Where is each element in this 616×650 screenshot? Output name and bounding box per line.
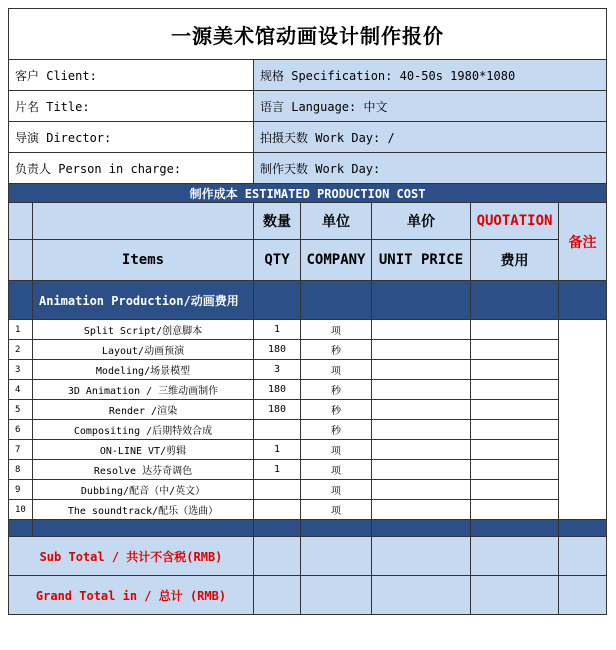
subtotal-remark[interactable]: [559, 537, 607, 576]
subtotal-row: [9, 537, 607, 576]
end-band-cell: [33, 520, 254, 537]
title-field[interactable]: 片名 Title:: [9, 91, 254, 122]
row-unit[interactable]: 秒: [301, 340, 372, 360]
header-unit-cn: 单位: [301, 203, 372, 240]
header-company: COMPANY: [301, 240, 372, 281]
specification-field[interactable]: 规格 Specification: 40-50s 1980*1080: [254, 60, 607, 91]
section-title: Animation Production/动画费用: [33, 281, 254, 320]
production-workday-field[interactable]: 制作天数 Work Day:: [254, 153, 607, 184]
row-unit[interactable]: 项: [301, 320, 372, 340]
row-item[interactable]: Dubbing/配音（中/英文）: [33, 480, 254, 500]
cost-band-header: 制作成本 ESTIMATED PRODUCTION COST: [9, 184, 607, 203]
table-row: [9, 400, 607, 420]
row-qty[interactable]: 1: [254, 320, 301, 340]
table-row: [9, 380, 607, 400]
subtotal-unit-price[interactable]: [372, 537, 471, 576]
row-unit-price[interactable]: [372, 320, 471, 340]
header-unit-price: UNIT PRICE: [372, 240, 471, 281]
row-unit[interactable]: 项: [301, 460, 372, 480]
client-field[interactable]: 客户 Client:: [9, 60, 254, 91]
subtotal-unit[interactable]: [301, 537, 372, 576]
end-band-cell: [254, 520, 301, 537]
header-blank-no: [9, 203, 33, 240]
table-row: [9, 480, 607, 500]
row-unit[interactable]: 项: [301, 480, 372, 500]
row-number: 5: [9, 400, 33, 420]
row-item[interactable]: 3D Animation / 三维动画制作: [33, 380, 254, 400]
row-unit[interactable]: 项: [301, 360, 372, 380]
table-row: [9, 360, 607, 380]
row-unit[interactable]: 项: [301, 500, 372, 520]
row-number: 6: [9, 420, 33, 440]
grandtotal-qty[interactable]: [254, 576, 301, 615]
header-qty-cn: 数量: [254, 203, 301, 240]
section-cell: [372, 281, 471, 320]
row-item[interactable]: Compositing /后期特效合成: [33, 420, 254, 440]
row-item[interactable]: ON-LINE VT/剪辑: [33, 440, 254, 460]
table-row: [9, 320, 607, 340]
row-fee[interactable]: [471, 480, 559, 500]
row-number: 7: [9, 440, 33, 460]
shoot-workday-field[interactable]: 拍摄天数 Work Day: /: [254, 122, 607, 153]
row-item[interactable]: Modeling/场景模型: [33, 360, 254, 380]
row-number: 1: [9, 320, 33, 340]
row-fee[interactable]: [471, 340, 559, 360]
section-cell: [254, 281, 301, 320]
row-unit-price[interactable]: [372, 500, 471, 520]
row-qty[interactable]: 3: [254, 360, 301, 380]
grandtotal-unit-price[interactable]: [372, 576, 471, 615]
row-fee[interactable]: [471, 500, 559, 520]
grandtotal-remark[interactable]: [559, 576, 607, 615]
row-qty[interactable]: [254, 500, 301, 520]
header-quotation: QUOTATION: [471, 203, 559, 240]
row-unit-price[interactable]: [372, 360, 471, 380]
row-item[interactable]: Split Script/创意脚本: [33, 320, 254, 340]
section-cell: [471, 281, 559, 320]
table-row: [9, 460, 607, 480]
table-row: [9, 340, 607, 360]
row-item[interactable]: Layout/动画预演: [33, 340, 254, 360]
director-field[interactable]: 导演 Director:: [9, 122, 254, 153]
row-fee[interactable]: [471, 460, 559, 480]
row-number: 2: [9, 340, 33, 360]
end-band-cell: [559, 520, 607, 537]
row-unit-price[interactable]: [372, 340, 471, 360]
grandtotal-label: Grand Total in / 总计 (RMB): [9, 576, 254, 615]
header-blank-no-2: [9, 240, 33, 281]
header-fee: 费用: [471, 240, 559, 281]
subtotal-label: Sub Total / 共计不含税(RMB): [9, 537, 254, 576]
row-unit-price[interactable]: [372, 480, 471, 500]
row-qty[interactable]: 180: [254, 340, 301, 360]
quotation-table: [8, 8, 607, 615]
header-price-cn: 单价: [372, 203, 471, 240]
quote-sheet: [8, 8, 606, 615]
row-item[interactable]: Render /渲染: [33, 400, 254, 420]
row-fee[interactable]: [471, 320, 559, 340]
table-row: [9, 420, 607, 440]
row-fee[interactable]: [471, 380, 559, 400]
row-unit-price[interactable]: [372, 460, 471, 480]
person-in-charge-field[interactable]: 负责人 Person in charge:: [9, 153, 254, 184]
row-number: 3: [9, 360, 33, 380]
header-remark: 备注: [559, 203, 607, 281]
row-unit[interactable]: 秒: [301, 420, 372, 440]
end-band-cell: [372, 520, 471, 537]
section-blank: [9, 281, 33, 320]
row-qty[interactable]: 1: [254, 460, 301, 480]
row-item[interactable]: The soundtrack/配乐（选曲）: [33, 500, 254, 520]
row-unit-price[interactable]: [372, 400, 471, 420]
header-blank-items: [33, 203, 254, 240]
grandtotal-value[interactable]: [471, 576, 559, 615]
row-number: 10: [9, 500, 33, 520]
row-fee[interactable]: [471, 360, 559, 380]
header-items: Items: [33, 240, 254, 281]
page-title: 一源美术馆动画设计制作报价: [9, 9, 607, 60]
table-row: [9, 500, 607, 520]
row-qty[interactable]: 1: [254, 440, 301, 460]
language-field[interactable]: 语言 Language: 中文: [254, 91, 607, 122]
section-cell: [559, 281, 607, 320]
row-qty[interactable]: [254, 480, 301, 500]
header-qty: QTY: [254, 240, 301, 281]
section-cell: [301, 281, 372, 320]
end-band-cell: [9, 520, 33, 537]
row-number: 4: [9, 380, 33, 400]
table-row: [9, 440, 607, 460]
end-band-cell: [301, 520, 372, 537]
row-qty[interactable]: 180: [254, 380, 301, 400]
row-unit[interactable]: 秒: [301, 400, 372, 420]
subtotal-value[interactable]: [471, 537, 559, 576]
row-qty[interactable]: [254, 420, 301, 440]
grandtotal-unit[interactable]: [301, 576, 372, 615]
row-fee[interactable]: [471, 420, 559, 440]
row-unit[interactable]: 项: [301, 440, 372, 460]
end-band-cell: [471, 520, 559, 537]
row-unit[interactable]: 秒: [301, 380, 372, 400]
row-unit-price[interactable]: [372, 420, 471, 440]
row-unit-price[interactable]: [372, 380, 471, 400]
row-fee[interactable]: [471, 440, 559, 460]
row-number: 8: [9, 460, 33, 480]
remark-merged-cell[interactable]: [559, 320, 607, 520]
row-unit-price[interactable]: [372, 440, 471, 460]
section-end-band: [9, 520, 607, 537]
row-number: 9: [9, 480, 33, 500]
row-qty[interactable]: 180: [254, 400, 301, 420]
grandtotal-row: [9, 576, 607, 615]
subtotal-qty[interactable]: [254, 537, 301, 576]
row-fee[interactable]: [471, 400, 559, 420]
row-item[interactable]: Resolve 达芬奇调色: [33, 460, 254, 480]
